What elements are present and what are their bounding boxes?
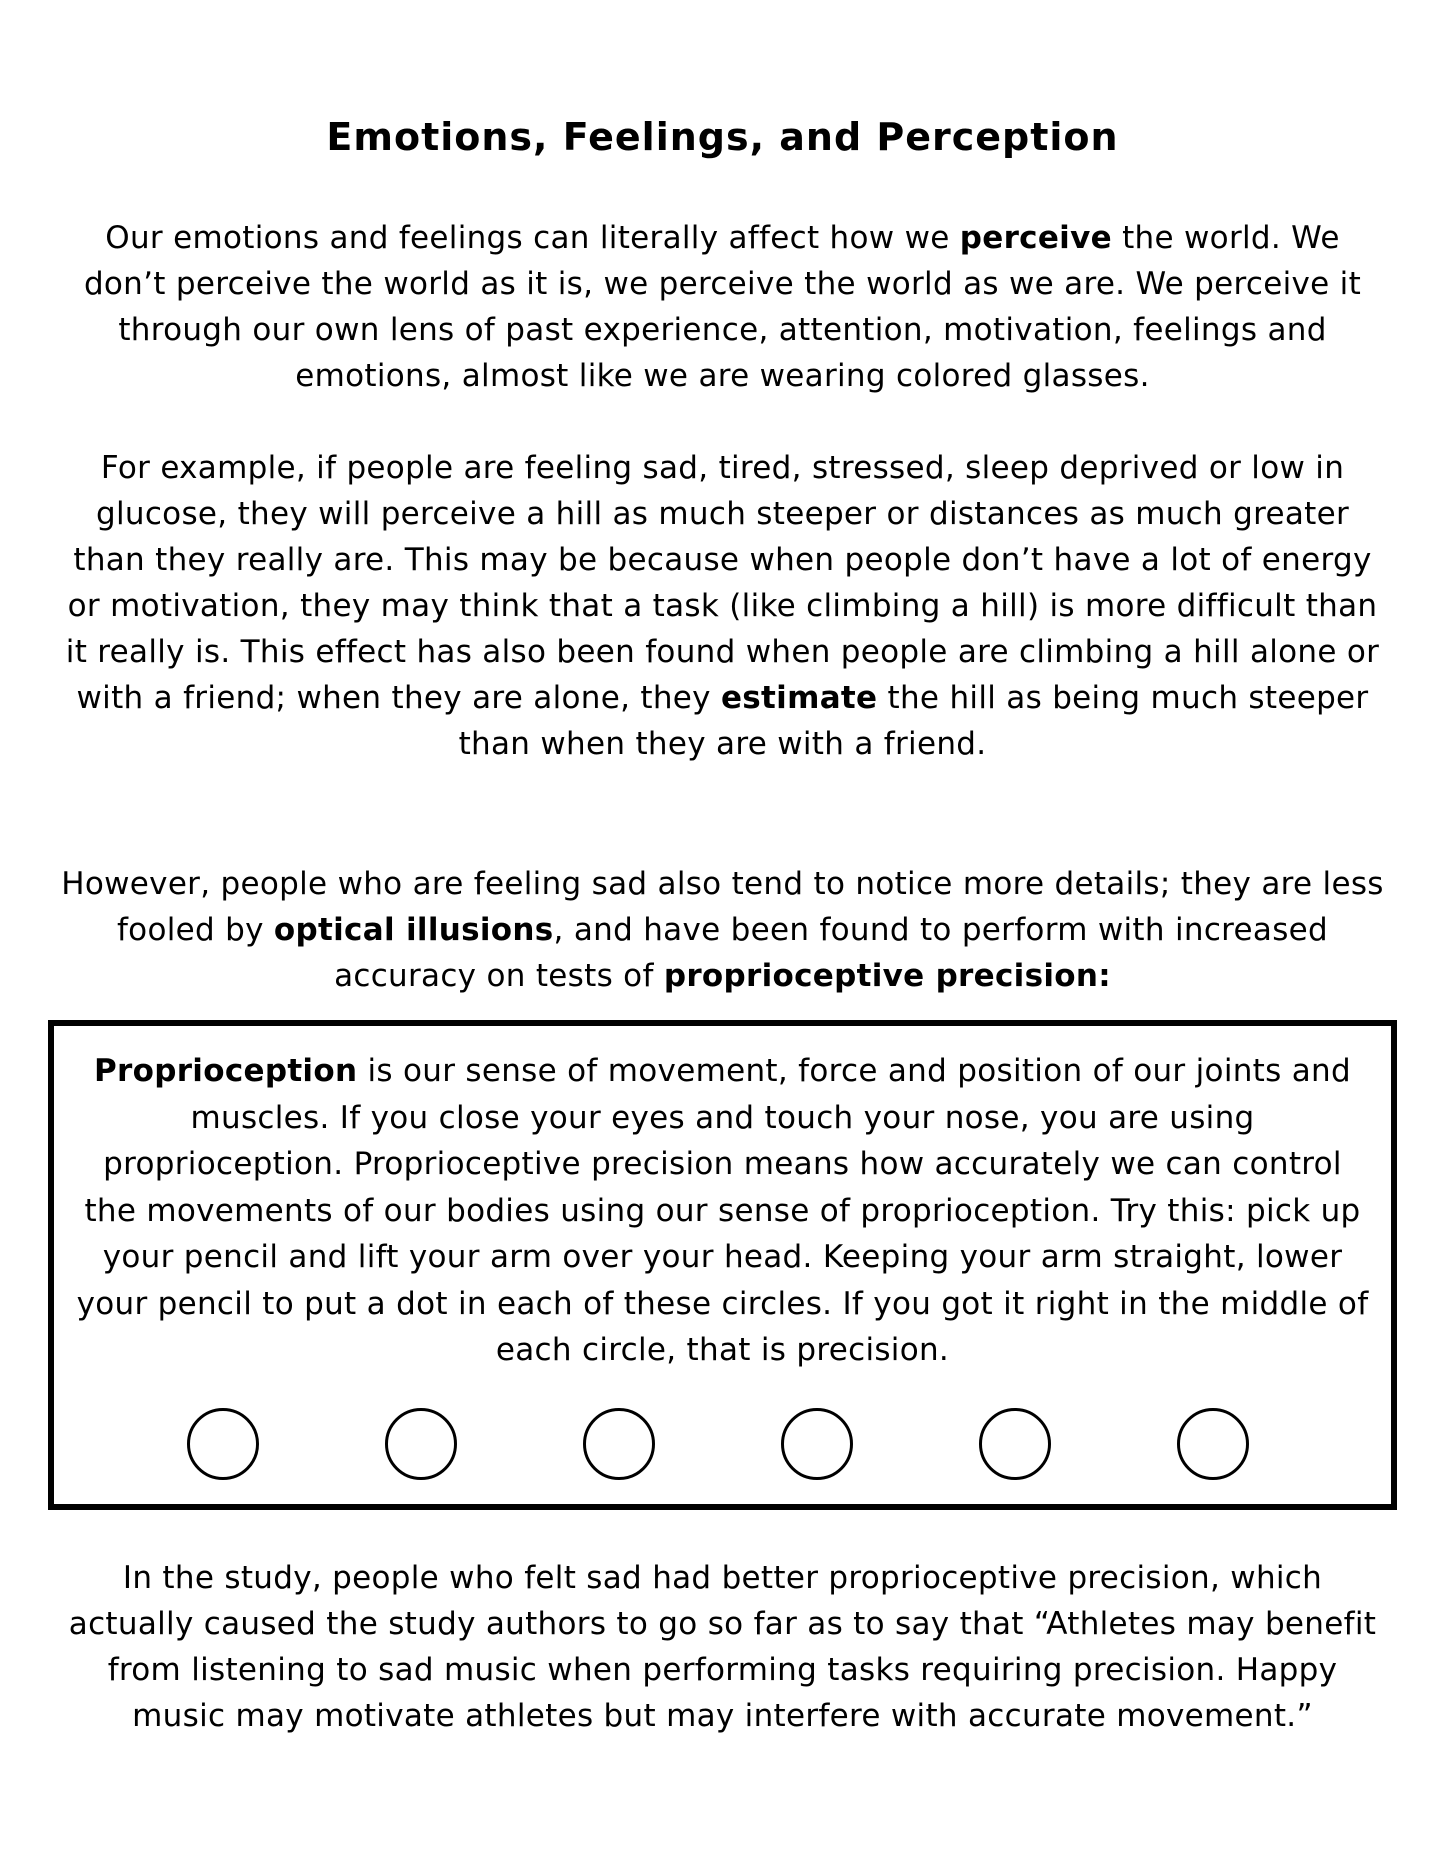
paragraph-however bbox=[60, 861, 1385, 999]
proprioception-definition bbox=[76, 1048, 1369, 1374]
target-circle[interactable] bbox=[187, 1408, 259, 1480]
paragraph-study-conclusion: In the study, people who felt sad had better proprioceptive precision, which actually caused the study authors to go so far as to say that “Athletes may benefit from listening to sad music when performing tasks requiring precision. Happy music may motivate athletes but may interfere with accurate movement.” bbox=[68, 1560, 1377, 1734]
paragraph-intro bbox=[60, 215, 1385, 399]
bold-term-estimate: estimate bbox=[720, 680, 878, 716]
target-circles-row bbox=[54, 1408, 1391, 1488]
paragraph-however-text-middle: , and have been found to perform with increased accuracy on tests of bbox=[334, 912, 1329, 994]
target-circle[interactable] bbox=[979, 1408, 1051, 1480]
paragraph-example bbox=[60, 445, 1385, 767]
paragraph-intro-text: Our emotions and feelings can literally affect how we bbox=[105, 220, 960, 256]
paragraph-however-text: However, people who are feeling sad also tend to notice more details; they are less fooled by bbox=[61, 866, 1384, 948]
proprioception-activity-box bbox=[48, 1020, 1397, 1510]
paragraph-example-text: For example, if people are feeling sad, tired, stressed, sleep deprived or low in glucose, they will perceive a hill as much steeper or distances as much greater than they really are. This may be because when people don’t have a lot of energy or motivation, they may think that a task (like climbing a hill) is more difficult than it really is. This effect has also been found when people are climbing a hill alone or with a friend; when they are alone, they bbox=[65, 450, 1380, 716]
target-circle[interactable] bbox=[583, 1408, 655, 1480]
bold-term-proprioceptive-precision: proprioceptive precision: bbox=[663, 958, 1111, 994]
paragraph-intro-text-rest: the world. We don’t perceive the world as it is, we perceive the world as we are. We perceive it through our own lens of past experience, attention, motivation, feelings and emotions, almost like we are wearing colored glasses. bbox=[83, 220, 1362, 394]
target-circle[interactable] bbox=[781, 1408, 853, 1480]
target-circle[interactable] bbox=[1177, 1408, 1249, 1480]
bold-term-proprioception: Proprioception bbox=[94, 1053, 358, 1089]
page-title: Emotions, Feelings, and Perception bbox=[326, 115, 1119, 159]
paragraph-example-text-rest: the hill as being much steeper than when they are with a friend. bbox=[458, 680, 1369, 762]
proprioception-definition-text: is our sense of movement, force and position of our joints and muscles. If you close your eyes and touch your nose, you are using proprioception. Proprioceptive precision means how accurately we can control the movements of our bodies using our sense of proprioception. Try this: pick up your pencil and lift your arm over your head. Keeping your arm straight, lower your pencil to put a dot in each of these circles. If you got it right in the middle of each circle, that is precision. bbox=[76, 1053, 1369, 1368]
bold-term-perceive: perceive bbox=[959, 220, 1112, 256]
bold-term-optical-illusions: optical illusions bbox=[273, 912, 554, 948]
target-circle[interactable] bbox=[385, 1408, 457, 1480]
